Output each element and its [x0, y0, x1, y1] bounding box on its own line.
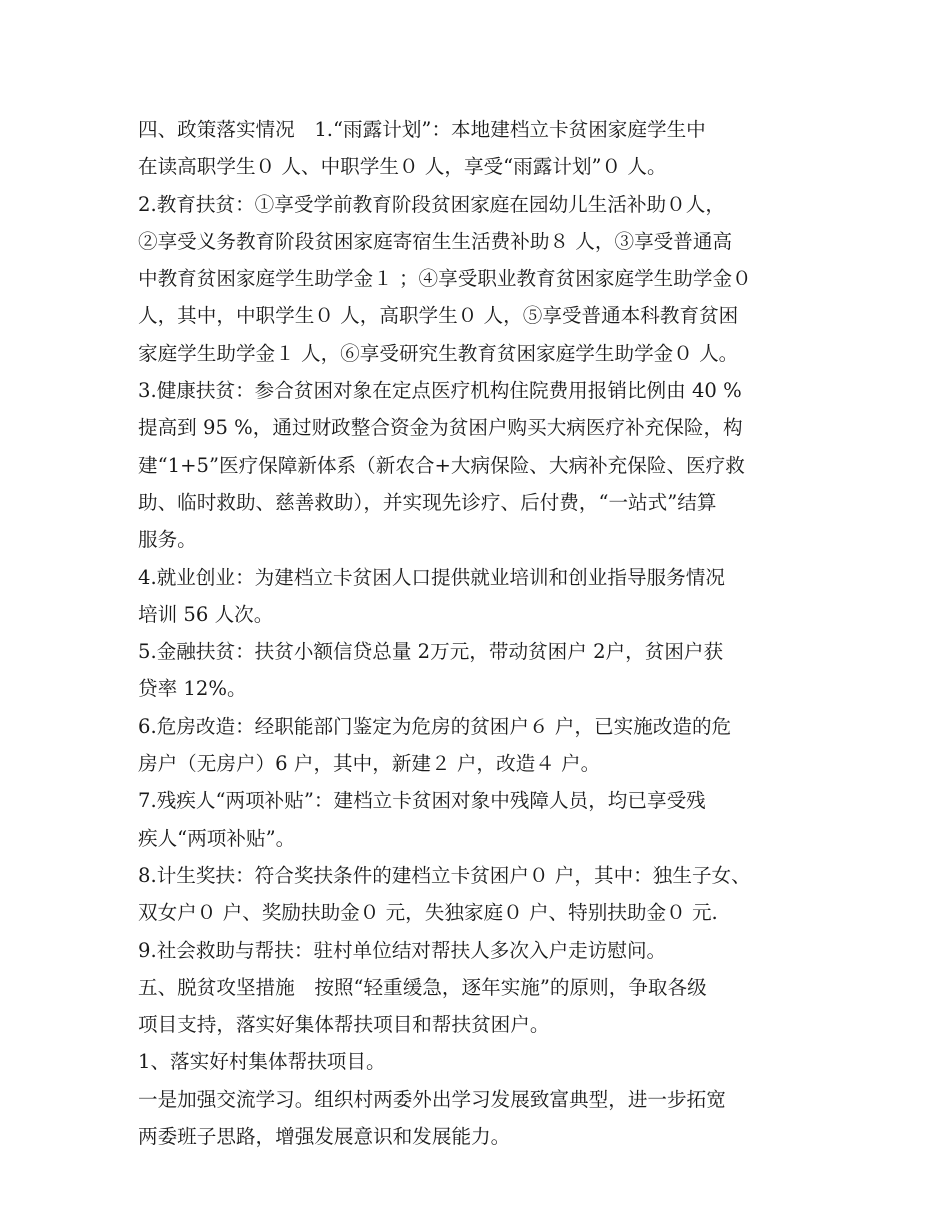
- text-line: 一是加强交流学习。组织村两委外出学习发展致富典型，进一步拓宽: [138, 1087, 726, 1111]
- text-line: 8.计生奖扶：符合奖扶条件的建档立卡贫困户０ 户，其中：独生子女、: [138, 863, 751, 887]
- text-line: 5.金融扶贫：扶贫小额信贷总量 2万元，带动贫困户 2户，贫困户获: [138, 640, 724, 664]
- text-line: 9.社会救助与帮扶：驻村单位结对帮扶人多次入户走访慰问。: [138, 938, 667, 962]
- document-body: [138, 111, 838, 1155]
- text-line: 房户（无房户）6 户，其中，新建２ 户，改造４ 户。: [138, 752, 601, 776]
- text-line: 贷率 12%。: [138, 677, 247, 701]
- text-line: 2.教育扶贫：①享受学前教育阶段贫困家庭在园幼儿生活补助０人，: [138, 192, 725, 216]
- text-line: 提高到 95 %，通过财政整合资金为贫困户购买大病医疗补充保险，构: [138, 416, 743, 440]
- text-line: 助、临时救助、慈善救助），并实现先诊疗、后付费，“一站式”结算: [138, 490, 717, 514]
- text-line: 建“1+5”医疗保障新体系（新农合+大病保险、大病补充保险、医疗救: [138, 453, 745, 477]
- text-line: 中教育贫困家庭学生助学金１ ；④享受职业教育贫困家庭学生助学金０: [138, 267, 752, 291]
- text-line: 4.就业创业：为建档立卡贫困人口提供就业培训和创业指导服务情况: [138, 565, 725, 589]
- text-line: 疾人“两项补贴”。: [138, 826, 296, 850]
- text-line: 1、落实好村集体帮扶项目。: [138, 1050, 386, 1074]
- text-line: 两委班子思路，增强发展意识和发展能力。: [138, 1125, 511, 1149]
- text-line: 服务。: [138, 528, 197, 552]
- text-line: 6.危房改造：经职能部门鉴定为危房的贫困户６ 户，已实施改造的危: [138, 714, 732, 738]
- text-line: 3.健康扶贫：参合贫困对象在定点医疗机构住院费用报销比例由 40 %: [138, 379, 742, 403]
- text-line: 五、脱贫攻坚措施 按照“轻重缓急，逐年实施”的原则，争取各级: [138, 975, 707, 999]
- text-line: 7.残疾人“两项补贴”：建档立卡贫困对象中残障人员，均已享受残: [138, 789, 706, 813]
- text-line: 家庭学生助学金１ 人，⑥享受研究生教育贫困家庭学生助学金０ 人。: [138, 341, 739, 365]
- text-line: ②享受义务教育阶段贫困家庭寄宿生生活费补助８ 人，③享受普通高: [138, 229, 733, 253]
- text-line: 人，其中，中职学生０ 人，高职学生０ 人，⑤享受普通本科教育贫困: [138, 304, 739, 328]
- text-line: 在读高职学生０ 人、中职学生０ 人，享受“雨露计划”０ 人。: [138, 155, 667, 179]
- text-line: 项目支持，落实好集体帮扶项目和帮扶贫困户。: [138, 1013, 550, 1037]
- text-line: 四、政策落实情况 1.“雨露计划”：本地建档立卡贫困家庭学生中: [138, 118, 706, 141]
- text-line: 培训 56 人次。: [138, 602, 274, 626]
- text-line: 双女户０ 户、奖励扶助金０ 元，失独家庭０ 户、特别扶助金０ 元.: [138, 901, 718, 925]
